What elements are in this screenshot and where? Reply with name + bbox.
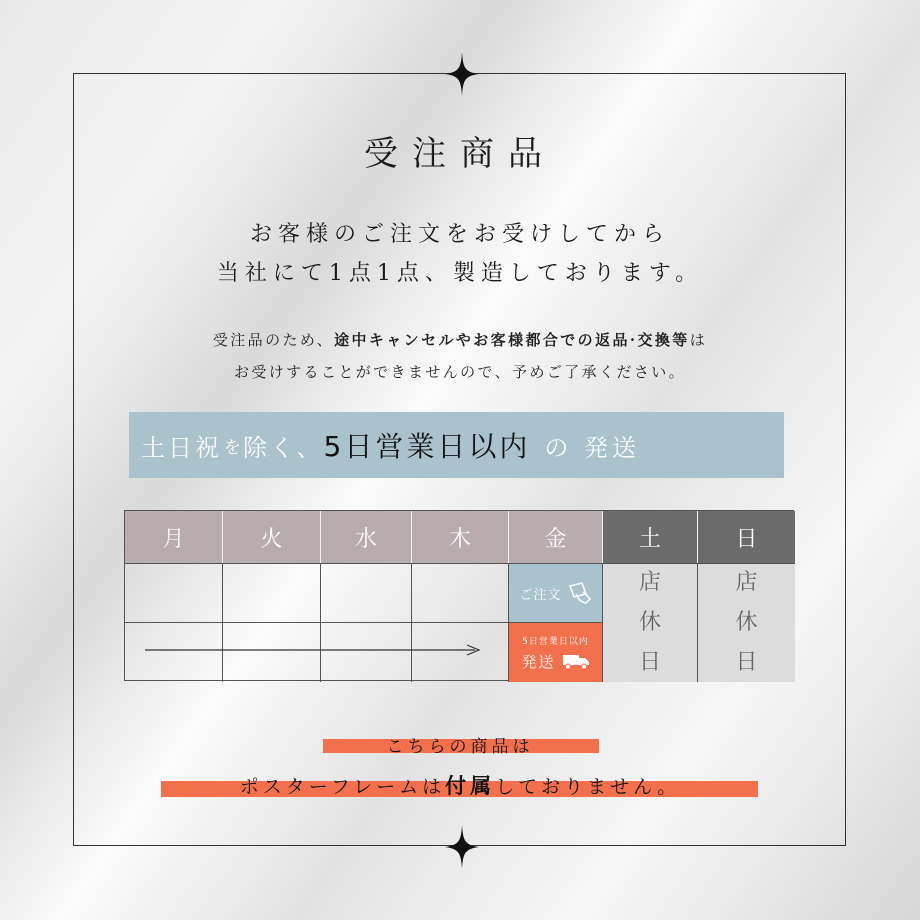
note-line-1 bbox=[0, 329, 920, 350]
truck-icon bbox=[562, 652, 590, 670]
arrow-icon bbox=[145, 643, 480, 657]
banner-particle: を bbox=[224, 437, 241, 458]
calendar-cell bbox=[321, 563, 412, 622]
day-header-wed: 水 bbox=[321, 511, 412, 563]
banner-highlight: 5日営業日以内 bbox=[323, 430, 531, 463]
order-label: ご注文 bbox=[519, 587, 562, 603]
closed-char: 休 bbox=[735, 610, 758, 635]
closed-char: 休 bbox=[638, 610, 661, 635]
note-emphasis: 途中キャンセルやお客様都合での返品·交換等 bbox=[334, 331, 690, 349]
order-cell bbox=[509, 563, 603, 622]
calendar-cell bbox=[125, 563, 223, 622]
sparkle-icon bbox=[445, 825, 479, 869]
note-text: は bbox=[689, 331, 708, 349]
shipping-banner bbox=[129, 412, 784, 478]
page-title: 受注商品 bbox=[364, 134, 556, 174]
day-header-mon: 月 bbox=[125, 511, 223, 563]
footer-text: しておりません。 bbox=[495, 776, 681, 798]
ship-label: 発送 bbox=[521, 652, 556, 671]
footer-line-1: こちらの商品は bbox=[386, 737, 534, 757]
closed-char: 日 bbox=[735, 650, 758, 675]
day-header-tue: 火 bbox=[223, 511, 321, 563]
closed-char: 店 bbox=[638, 570, 661, 595]
closed-char: 日 bbox=[638, 650, 661, 675]
lead-line-1: お客様のご注文をお受けしてから bbox=[249, 222, 670, 247]
day-header-sat: 土 bbox=[603, 511, 698, 563]
day-header-fri: 金 bbox=[509, 511, 603, 563]
ship-cell bbox=[509, 622, 603, 682]
sparkle-icon bbox=[445, 52, 479, 96]
calendar-cell bbox=[412, 563, 509, 622]
hand-paper-icon bbox=[566, 580, 592, 606]
ship-small-label: 5日営業日以内 bbox=[522, 636, 589, 647]
note-line-2: お受けすることができませんので、予めご了承ください。 bbox=[233, 363, 687, 381]
day-header-thu: 木 bbox=[412, 511, 509, 563]
closed-cell-sat bbox=[603, 563, 698, 682]
note-text: 受注品のため、 bbox=[212, 331, 335, 349]
lead-line-2: 当社にて1点1点、製造しております。 bbox=[216, 261, 704, 286]
banner-text: 土日祝 bbox=[141, 433, 222, 462]
footer-text: ポスターフレームは bbox=[239, 776, 446, 798]
footer-emphasis: 付属 bbox=[445, 773, 496, 798]
closed-char: 店 bbox=[735, 570, 758, 595]
day-header-sun: 日 bbox=[698, 511, 795, 563]
calendar-cell bbox=[223, 563, 321, 622]
closed-cell-sun bbox=[698, 563, 795, 682]
footer-line-2 bbox=[0, 770, 920, 800]
banner-text: の 発送 bbox=[544, 433, 640, 462]
banner-text: 除く、 bbox=[243, 433, 324, 462]
